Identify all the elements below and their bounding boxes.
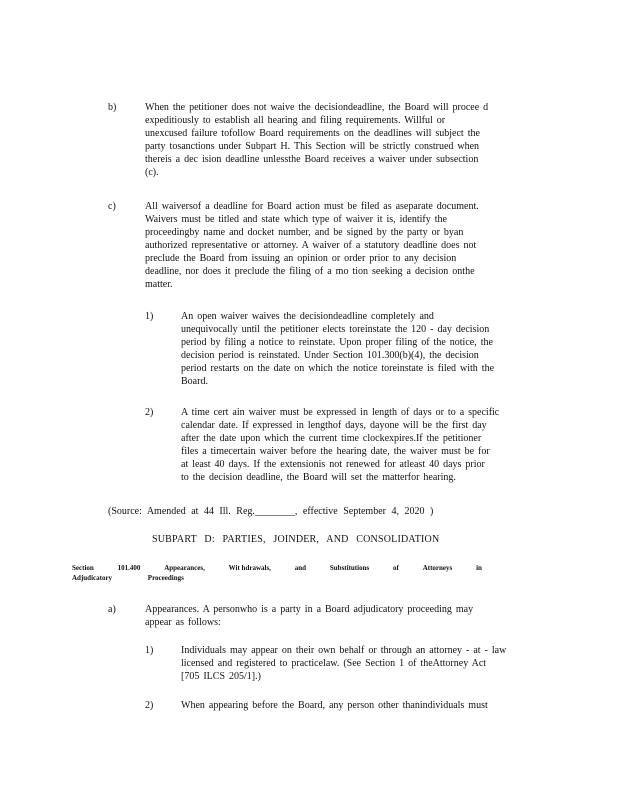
para-c1-line: decision period is reinstated. Under Section 101.300(b)(4), the decision xyxy=(181,350,479,361)
para-c-line: matter. xyxy=(145,279,173,290)
section-heading-word: Substitutions xyxy=(329,564,370,572)
para-a1-text xyxy=(181,644,533,683)
section-heading-word: Wit hdrawals, xyxy=(228,564,271,572)
para-c1-line: An open waiver waives the decisiondeadline completely and xyxy=(181,311,434,322)
section-heading-word: Attorneys xyxy=(422,564,453,572)
para-c-text xyxy=(145,200,533,291)
para-c2-line: at least 40 days. If the extensionis not renewed for atleast 40 days prior xyxy=(181,459,485,470)
para-c-line: authorized representative or attorney. A waiver of a statutory deadline does not xyxy=(145,240,477,251)
section-heading-word: 101.400 xyxy=(117,564,141,572)
para-b-line: expeditiously to establish all hearing and filing requirements. Willful or xyxy=(145,115,446,126)
para-a2-label: 2) xyxy=(145,700,154,711)
para-b-line: thereis a dec ision deadline unlessthe Board receives a waiver under subsection xyxy=(145,154,479,165)
para-b-text xyxy=(145,101,533,179)
para-c-line: proceedingby name and docket number, and be signed by the party or byan xyxy=(145,227,464,238)
para-b-line: unexcused failure tofollow Board requirements on the deadlines will subject the xyxy=(145,128,480,139)
para-a-text xyxy=(145,603,533,629)
para-a2-text xyxy=(181,699,533,712)
section-heading xyxy=(72,563,482,583)
para-a1-line: [705 ILCS 205/1].) xyxy=(181,671,261,682)
para-c2-line: A time cert ain waiver must be expressed in length of days or to a specific xyxy=(181,407,500,418)
para-c-line: deadline, nor does it preclude the filing of a mo tion seeking a decision onthe xyxy=(145,266,475,277)
para-a2-line: When appearing before the Board, any person other thanindividuals must xyxy=(181,700,488,711)
para-a-line: appear as follows: xyxy=(145,617,221,628)
section-heading-word: and xyxy=(294,564,307,572)
section-heading-word: Appearances, xyxy=(164,564,205,572)
para-c1-line: unequivocally until the petitioner elects toreinstate the 120 - day decision xyxy=(181,324,490,335)
para-c1-line: period restarts on the date on which the notice toreinstate is filed with the xyxy=(181,363,495,374)
para-c-line: All waiversof a deadline for Board action must be filed as aseparate document. xyxy=(145,201,479,212)
para-a1-label: 1) xyxy=(145,645,154,656)
para-c1-label: 1) xyxy=(145,311,154,322)
para-c-line: preclude the Board from issuing an opinion or order prior to any decision xyxy=(145,253,457,264)
para-a-label: a) xyxy=(108,604,116,615)
subpart-heading: SUBPART D: PARTIES, JOINDER, AND CONSOLIDATION xyxy=(152,534,440,545)
section-heading-word: Section xyxy=(72,564,94,572)
para-b-line: (c). xyxy=(145,167,159,178)
section-heading-word: in xyxy=(476,564,482,572)
para-a-line: Appearances. A personwho is a party in a Board adjudicatory proceeding may xyxy=(145,604,474,615)
para-c1-line: Board. xyxy=(181,376,208,387)
para-c2-label: 2) xyxy=(145,407,154,418)
para-b-line: party tosanctions under Subpart H. This Section will be strictly construed when xyxy=(145,141,480,152)
para-c1-text xyxy=(181,310,533,388)
para-c2-line: calendar date. If expressed in lengthof days, dayone will be the first day xyxy=(181,420,487,431)
para-c2-line: files a timecertain waiver before the hearing date, the waiver must be for xyxy=(181,446,490,457)
para-a1-line: Individuals may appear on their own behalf or through an attorney - at - law xyxy=(181,645,507,656)
para-c-label: c) xyxy=(108,201,116,212)
para-c-line: Waivers must be titled and state which type of waiver it is, identify the xyxy=(145,214,447,225)
para-a1-line: licensed and registered to practicelaw. (See Section 1 of theAttorney Act xyxy=(181,658,487,669)
section-heading-row xyxy=(72,563,482,573)
para-b-label: b) xyxy=(108,102,117,113)
section-heading-word: of xyxy=(393,564,399,572)
para-b-line: When the petitioner does not waive the decisiondeadline, the Board will procee d xyxy=(145,102,489,113)
para-c2-line: after the date upon which the current time clockexpires.If the petitioner xyxy=(181,433,482,444)
section-heading-continued: Adjudicatory Proceedings xyxy=(72,574,184,582)
para-c1-line: period by filing a notice to reinstate. Upon proper filing of the notice, the xyxy=(181,337,493,348)
para-c2-text xyxy=(181,406,533,484)
para-c2-line: to the decision deadline, the Board will set the matterfor hearing. xyxy=(181,472,456,483)
source-note: (Source: Amended at 44 Ill. Reg.________, effective September 4, 2020 ) xyxy=(108,506,434,517)
